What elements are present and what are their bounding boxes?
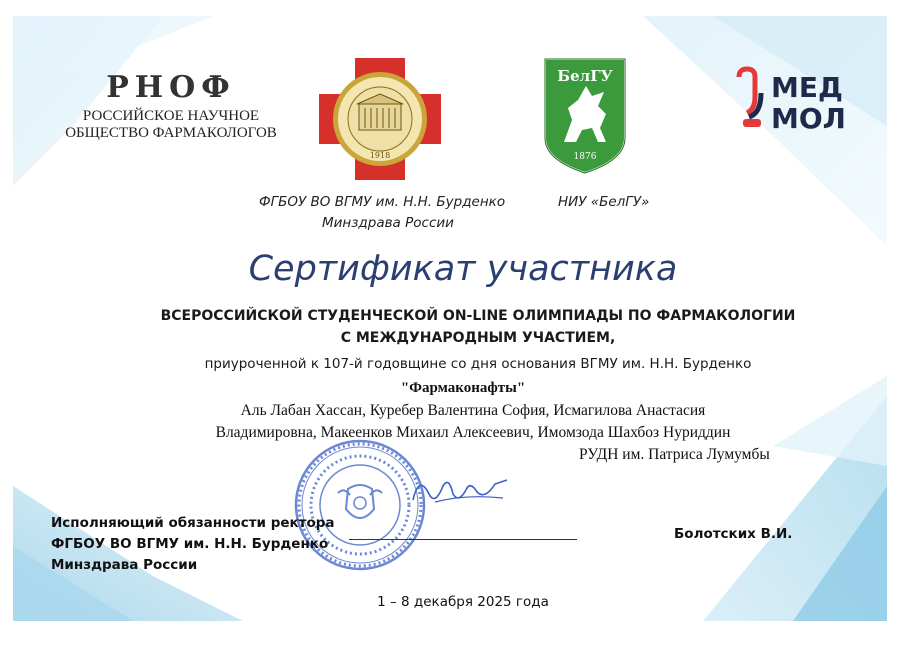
rector-title-line3: Минздрава России bbox=[51, 557, 198, 573]
rector-signature bbox=[405, 464, 515, 514]
belgu-shield-logo bbox=[542, 56, 628, 176]
rnof-full-name bbox=[53, 108, 289, 142]
rector-title-line2: ФГБОУ ВО ВГМУ им. Н.Н. Бурденко bbox=[51, 536, 329, 552]
vgmu-caption-line1: ФГБОУ ВО ВГМУ им. Н.Н. Бурденко bbox=[259, 194, 506, 210]
certificate-title: Сертификат участника bbox=[248, 249, 678, 289]
medmol-line2: МОЛ bbox=[771, 102, 846, 135]
vgmu-emblem-year: 1918 bbox=[369, 151, 391, 160]
vgmu-emblem-logo bbox=[317, 56, 443, 182]
olympiad-title-line1: ВСЕРОССИЙСКОЙ СТУДЕНЧЕСКОЙ ON-LINE ОЛИМПИАДЫ ПО ФАРМАКОЛОГИИ bbox=[160, 308, 796, 324]
rnof-name-line2: ОБЩЕСТВО ФАРМАКОЛОГОВ bbox=[65, 125, 277, 141]
medmol-logo bbox=[733, 65, 863, 135]
medmol-line1: МЕД bbox=[771, 71, 843, 104]
rnof-name-line1: РОССИЙСКОЕ НАУЧНОЕ bbox=[82, 108, 260, 124]
rnof-abbreviation: РНОФ bbox=[106, 70, 236, 105]
olympiad-occasion: приуроченной к 107-й годовщине со дня основания ВГМУ им. Н.Н. Бурденко bbox=[204, 356, 752, 372]
signature-line bbox=[349, 539, 577, 540]
olympiad-title-line2: С МЕЖДУНАРОДНЫМ УЧАСТИЕМ, bbox=[340, 330, 616, 346]
certificate-sheet bbox=[13, 16, 887, 621]
rector-name: Болотских В.И. bbox=[674, 526, 793, 542]
belgu-caption: НИУ «БелГУ» bbox=[558, 194, 650, 210]
event-dates: 1 – 8 декабря 2025 года bbox=[377, 594, 549, 610]
participant-university: РУДН им. Патриса Лумумбы bbox=[579, 446, 770, 463]
vgmu-caption-line2: Минздрава России bbox=[322, 215, 454, 231]
team-members-line1: Аль Лабан Хассан, Куребер Валентина София, Исмагилова Анастасия bbox=[240, 402, 706, 419]
team-members bbox=[173, 400, 773, 444]
rector-title bbox=[51, 513, 351, 576]
belgu-shield-name: БелГУ bbox=[557, 67, 613, 85]
rector-title-line1: Исполняющий обязанности ректора bbox=[51, 515, 335, 531]
team-members-line2: Владимировна, Макеенков Михаил Алексеевич, Имомзода Шахбоз Нуриддин bbox=[215, 424, 731, 441]
belgu-shield-year: 1876 bbox=[573, 152, 597, 162]
team-name: "Фармаконафты" bbox=[400, 380, 526, 396]
